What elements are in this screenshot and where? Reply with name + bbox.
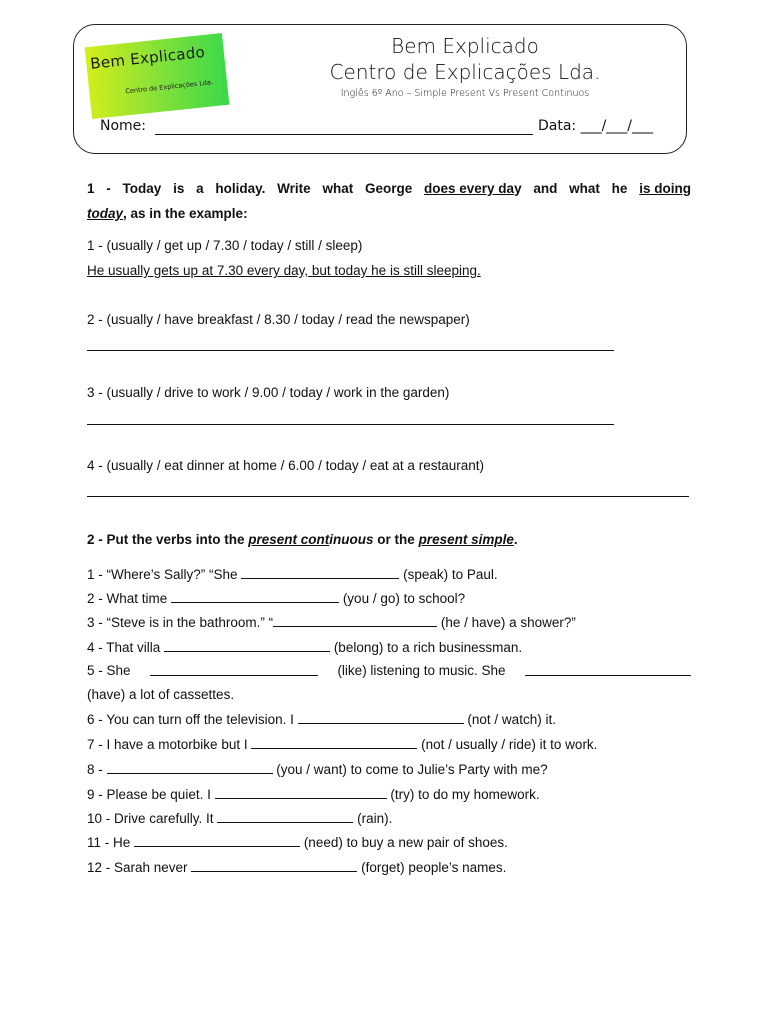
exercise1-heading-line2 (87, 206, 248, 221)
ex2-blank-2[interactable] (171, 590, 339, 603)
ex2-blank-10[interactable] (217, 810, 353, 823)
ex2-line-6: 6 - You can turn off the television. I (not / watch) it. (87, 712, 556, 727)
header-title: Bem Explicado (391, 34, 539, 58)
logo-subtitle: Centro de Explicações Lda. (125, 78, 214, 96)
ex2-line-5b: (have) a lot of cassettes. (87, 687, 235, 702)
ex2-blank-11[interactable] (134, 834, 300, 847)
date-label: Data: ___/___/___ (538, 118, 654, 134)
name-label: Nome: (100, 118, 147, 134)
ex2-line-12: 12 - Sarah never (forget) people’s names. (87, 860, 507, 875)
ex2-blank-4[interactable] (164, 639, 330, 652)
ex2-line-1: 1 - “Where’s Sally?” “She (speak) to Paul. (87, 567, 498, 582)
ex1-example-answer: He usually gets up at 7.30 every day, but today he is still sleeping. (87, 263, 481, 278)
ex2-blank-9[interactable] (215, 786, 387, 799)
ex2-blank-1[interactable] (241, 566, 399, 579)
ex1-prompt-3: 3 - (usually / drive to work / 9.00 / today / work in the garden) (87, 385, 450, 400)
heading-does: does every da (424, 181, 515, 196)
heading-rest: , as in the example: (123, 206, 248, 221)
ex2-blank-3[interactable] (273, 614, 437, 627)
ex1-prompt-2: 2 - (usually / have breakfast / 8.30 / today / read the newspaper) (87, 312, 470, 327)
name-field[interactable] (155, 134, 533, 135)
ex2-line-4: 4 - That villa (belong) to a rich businessman. (87, 640, 523, 655)
header-company: Centro de Explicações Lda. (329, 60, 601, 84)
ex2-heading-or: or the (373, 532, 419, 547)
ex2-heading-pc-rest: inuous (329, 532, 374, 547)
logo-title: Bem Explicado (89, 42, 206, 73)
ex2-heading-pc: present cont (248, 532, 330, 547)
ex2-line-10: 10 - Drive carefully. It (rain). (87, 811, 393, 826)
ex2-blank-5b[interactable] (525, 663, 691, 676)
ex2-blank-8[interactable] (107, 761, 273, 774)
ex2-blank-6[interactable] (298, 711, 464, 724)
ex2-line-5: 5 - She (like) listening to music. She (87, 663, 691, 678)
heading-doing: is doing (639, 181, 691, 196)
ex2-heading-ps: present simple (418, 532, 514, 547)
exercise1-heading: 1 - Today is a holiday. Write what George does every day and what he is doing (87, 181, 691, 196)
ex2-line-8: 8 - (you / want) to come to Julie’s Party with me? (87, 762, 548, 777)
ex2-heading-a: 2 - Put the verbs into the (87, 532, 249, 547)
ex2-line-9: 9 - Please be quiet. I (try) to do my homework. (87, 787, 540, 802)
ex2-line-11: 11 - He (need) to buy a new pair of shoes. (87, 835, 508, 850)
ex2-heading-end: . (513, 532, 518, 547)
heading-part: 1 (87, 181, 95, 196)
ex2-blank-12[interactable] (191, 859, 357, 872)
logo (85, 33, 230, 119)
ex1-prompt-1: 1 - (usually / get up / 7.30 / today / still / sleep) (87, 238, 363, 253)
ex1-answer-line-3[interactable] (87, 424, 614, 425)
header-subject: Inglês 6º Ano – Simple Present Vs Present Continuos (340, 88, 590, 99)
ex1-answer-line-2[interactable] (87, 350, 614, 351)
ex2-line-2: 2 - What time (you / go) to school? (87, 591, 466, 606)
ex2-line-7: 7 - I have a motorbike but I (not / usually / ride) it to work. (87, 737, 598, 752)
heading-today: today (87, 206, 124, 221)
ex2-blank-7[interactable] (251, 736, 417, 749)
ex2-blank-5a[interactable] (150, 663, 318, 676)
ex1-prompt-4: 4 - (usually / eat dinner at home / 6.00 / today / eat at a restaurant) (87, 458, 484, 473)
exercise2-heading (87, 532, 518, 547)
ex1-answer-line-4[interactable] (87, 496, 689, 497)
ex2-line-3: 3 - “Steve is in the bathroom.” “ (he / have) a shower?” (87, 615, 576, 630)
